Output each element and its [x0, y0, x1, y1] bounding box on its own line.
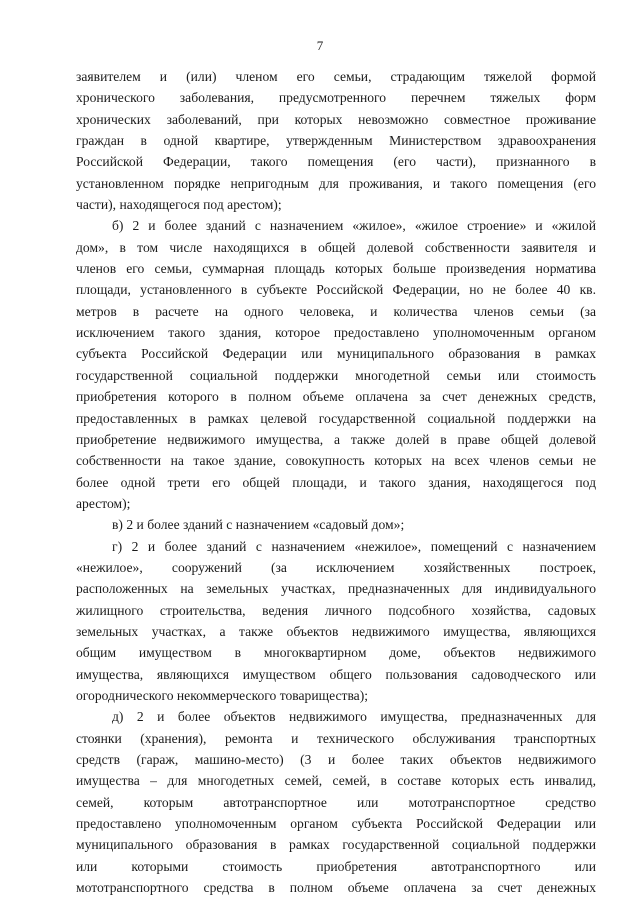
text-line: земельных участках, а также объектов недвижимого имущества, являющихся: [76, 623, 596, 639]
text-line: более одной трети его общей площади, и такого здания, находящегося под: [76, 474, 596, 490]
text-line: части), находящегося под арестом);: [76, 197, 282, 213]
text-line: общим имуществом в многоквартирном доме, объектов недвижимого: [76, 645, 596, 661]
text-line: хронических заболеваний, при которых невозможно совместное проживание: [76, 111, 596, 127]
text-line: установленном порядке непригодным для проживания, и такого помещения (его: [76, 175, 596, 191]
text-line: б) 2 и более зданий с назначением «жилое», «жилое строение» и «жилой: [112, 218, 596, 234]
text-line: субъекта Российской Федерации или муниципального образования в рамках: [76, 346, 596, 362]
text-line: государственной социальной поддержки многодетной семьи или стоимость: [76, 367, 596, 383]
paragraph: [76, 536, 596, 707]
paragraph: [76, 706, 596, 898]
text-line: или которыми стоимость приобретения автотранспортного или: [76, 858, 596, 874]
text-line: имущества – для многодетных семей, семей, в составе которых есть инвалид,: [76, 773, 596, 789]
paragraph: [76, 66, 596, 215]
text-line: «нежилое», сооружений (за исключением хозяйственных построек,: [76, 559, 596, 575]
text-line: площади, установленного в субъекте Российской Федерации, но не более 40 кв.: [76, 282, 596, 298]
text-line: собственности на такое здание, совокупность которых на всех членов семьи не: [76, 453, 596, 469]
text-line: огороднического некоммерческого товарищества);: [76, 687, 369, 703]
text-line: стоянки (хранения), ремонта и технического обслуживания транспортных: [76, 730, 596, 746]
text-line: г) 2 и более зданий с назначением «нежилое», помещений с назначением: [112, 538, 596, 554]
text-line: предоставлено уполномоченным органом субъекта Российской Федерации или: [76, 816, 596, 832]
text-line: арестом);: [76, 495, 131, 511]
text-line: средств (гараж, машино-место) (3 и более таких объектов недвижимого: [76, 752, 596, 767]
text-line: метров в расчете на одного человека, и количества членов семьи (за: [76, 303, 596, 319]
text-line: Российской Федерации, такого помещения (его части), признанного в: [76, 154, 596, 170]
text-line: жилищного строительства, ведения личного подсобного хозяйства, садовых: [76, 602, 596, 618]
text-line: приобретения которого в полном объеме оплачена за счет денежных средств,: [76, 389, 596, 405]
page-number: 7: [316, 38, 324, 53]
paragraph: [76, 514, 596, 535]
text-line: мототранспортного средства в полном объеме оплачена за счет денежных: [76, 880, 596, 896]
document-body: [76, 66, 596, 898]
text-line: семей, которым автотранспортное или мототранспортное средство: [76, 794, 596, 810]
text-line: приобретение недвижимого имущества, а также долей в праве общей долевой: [76, 431, 596, 447]
text-line: заявителем и (или) членом его семьи, страдающим тяжелой формой: [76, 69, 596, 84]
text-line: хронического заболевания, предусмотренного перечнем тяжелых форм: [76, 90, 596, 106]
text-line: в) 2 и более зданий с назначением «садовый дом»;: [112, 517, 405, 533]
text-line: граждан в одной квартире, утвержденным Министерством здравоохранения: [76, 133, 596, 149]
paragraph: [76, 215, 596, 514]
text-line: членов его семьи, суммарная площадь которых больше произведения норматива: [76, 261, 596, 277]
text-line: предоставленных в рамках целевой государственной социальной поддержки на: [76, 410, 596, 426]
text-line: расположенных на земельных участках, предназначенных для индивидуального: [76, 581, 596, 597]
text-line: д) 2 и более объектов недвижимого имущества, предназначенных для: [112, 709, 596, 725]
text-line: дом», в том числе находящихся в общей долевой собственности заявителя и: [76, 239, 596, 255]
text-line: муниципального образования в рамках государственной социальной поддержки: [76, 837, 596, 853]
text-line: имущества, являющихся имуществом общего пользования садоводческого или: [76, 666, 596, 682]
text-line: исключением такого здания, которое предоставлено уполномоченным органом: [76, 325, 596, 341]
